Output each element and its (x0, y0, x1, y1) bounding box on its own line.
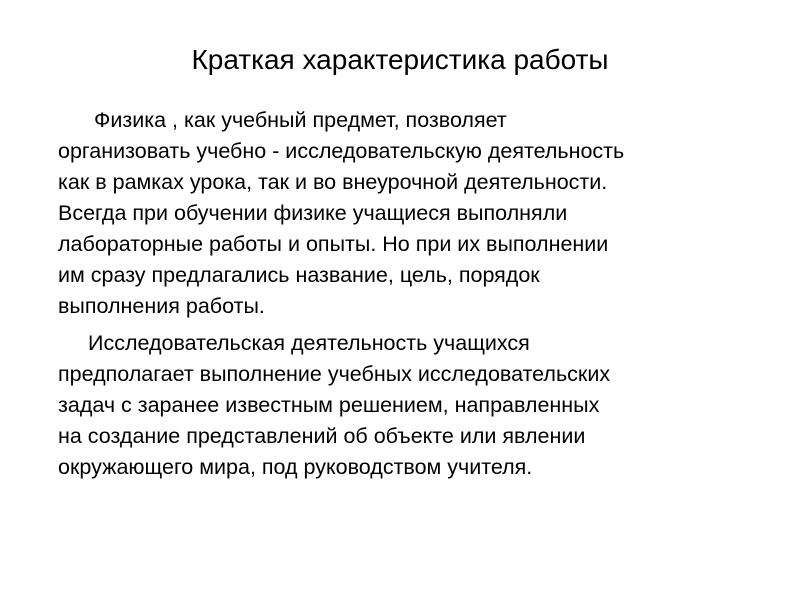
slide-title: Краткая характеристика работы (191, 44, 609, 75)
paragraph-line: на создание представлений об объекте или явлении (58, 424, 586, 448)
paragraph-research-activity (58, 328, 778, 483)
paragraph-line: задач с заранее известным решением, направленных (58, 393, 600, 417)
paragraph-line: предполагает выполнение учебных исследовательских (58, 362, 611, 386)
paragraph-physics-subject (58, 105, 778, 322)
paragraph-line: лабораторные работы и опыты. Но при их выполнении (58, 232, 609, 256)
paragraph-line: организовать учебно - исследовательскую деятельность (58, 139, 625, 163)
slide-body (58, 105, 778, 483)
paragraph-line: как в рамках урока, так и во внеурочной деятельности. (58, 170, 608, 194)
paragraph-line: выполнения работы. (58, 294, 265, 318)
paragraph-line: окружающего мира, под руководством учителя. (58, 455, 533, 479)
paragraph-line: им сразу предлагались название, цель, порядок (58, 263, 540, 287)
paragraph-line: Физика , как учебный предмет, позволяет (94, 108, 507, 132)
paragraph-line: Всегда при обучении физике учащиеся выполняли (58, 201, 568, 225)
paragraph-line: Исследовательская деятельность учащихся (88, 331, 530, 355)
